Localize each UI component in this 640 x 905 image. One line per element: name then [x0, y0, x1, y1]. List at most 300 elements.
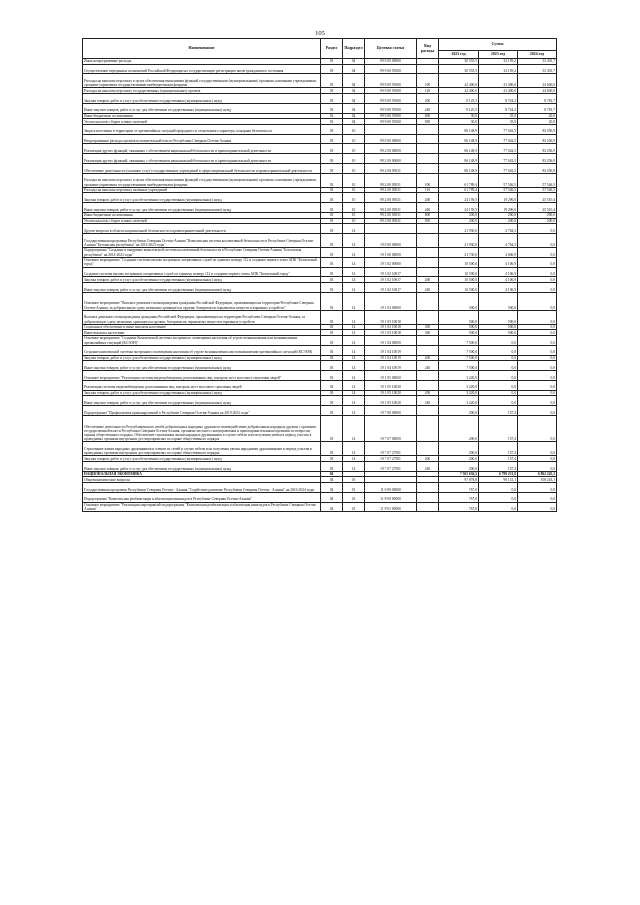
table-row — [83, 247, 557, 257]
row-sum-2023: 10 500,0 — [439, 277, 479, 283]
row-sum-2024: 0,0 — [518, 396, 557, 406]
row-razdel: 03 — [321, 310, 343, 324]
header-name: Наименование — [83, 39, 321, 59]
row-sum-2023b: 19 296,0 — [479, 203, 518, 213]
row-podrazdel: 14 — [343, 371, 365, 381]
row-sum-2023: 61 789,4 — [439, 173, 479, 187]
row-celevaya-statya: 11 Р 01 00000 — [365, 502, 417, 512]
row-razdel: 04 — [321, 492, 343, 502]
row-vid-rashoda — [417, 406, 439, 416]
row-vid-rashoda: 110 — [417, 187, 439, 193]
row-sum-2023b: 200,0 — [479, 218, 518, 224]
row-sum-2023: 7 500,0 — [439, 355, 479, 361]
row-vid-rashoda — [417, 345, 439, 355]
row-podrazdel: 10 — [343, 203, 365, 213]
row-name: Общеэкономические вопросы — [83, 477, 321, 483]
row-podrazdel: 14 — [343, 267, 365, 277]
row-razdel: 03 — [321, 336, 343, 346]
row-razdel: 03 — [321, 64, 343, 74]
row-vid-rashoda: 240 — [417, 282, 439, 292]
row-razdel: 03 — [321, 224, 343, 234]
row-razdel: 03 — [321, 59, 343, 65]
row-name: Иные бюджетные ассигнования — [83, 113, 321, 119]
row-sum-2023b: 0,0 — [479, 345, 518, 355]
row-razdel: 04 — [321, 502, 343, 512]
row-podrazdel: 14 — [343, 406, 365, 416]
row-podrazdel: 14 — [343, 462, 365, 472]
row-sum-2023: 767,0 — [439, 502, 479, 512]
row-sum-2023: 30 555,5 — [439, 59, 479, 65]
table-row — [83, 406, 557, 416]
table-row — [83, 462, 557, 472]
row-sum-2023b: 77 042,5 — [479, 154, 518, 164]
row-name: Уплата налогов, сборов и иных платежей — [83, 218, 321, 224]
row-sum-2023b: 57 546,5 — [479, 173, 518, 187]
row-sum-2023: 22 400,0 — [439, 74, 479, 88]
table-row — [83, 396, 557, 406]
row-name: Иные закупки товаров, работ и услуг для обеспечения государственных (муниципальных) нужд — [83, 203, 321, 213]
row-podrazdel: 10 — [343, 134, 365, 144]
row-sum-2023b: 0,0 — [479, 355, 518, 361]
row-sum-2023: 8 125,5 — [439, 93, 479, 103]
row-sum-2023b: 4 106,9 — [479, 267, 518, 277]
row-vid-rashoda — [417, 371, 439, 381]
row-sum-2024: 0,0 — [518, 233, 557, 247]
header-2024: 2024 год — [518, 51, 557, 59]
row-name: Обеспечение деятельности (оказание услуг) государственных учреждений в сфере национальной безопасности и правоохранительной деятельности — [83, 163, 321, 173]
table-row — [83, 502, 557, 512]
row-name: Подпрограмма "Комплексная реабилитация и абилитация инвалидов в Республике Северная Осетия-Алания" — [83, 492, 321, 502]
row-sum-2023b: 77 042,5 — [479, 163, 518, 173]
row-razdel: 03 — [321, 154, 343, 164]
row-name: Государственная программа Республики Северная Осетия-Алания "Комплексная система коллективной безопасности в Республике Северная Осетия-Алания "Безопасная республика" на 2014-2023 годы" — [83, 233, 321, 247]
row-sum-2023b: 4 606,9 — [479, 247, 518, 257]
row-sum-2023: 86 148,9 — [439, 163, 479, 173]
row-celevaya-statya: 99 9 00 59300 — [365, 103, 417, 113]
row-sum-2024: 83 256,9 — [518, 124, 557, 134]
row-celevaya-statya: 99 2 00 05031 — [365, 203, 417, 213]
row-razdel: 03 — [321, 355, 343, 361]
row-podrazdel: 10 — [343, 124, 365, 134]
row-vid-rashoda: 240 — [417, 103, 439, 113]
row-podrazdel: 14 — [343, 345, 365, 355]
row-name: Закупка товаров, работ и услуг для обеспечения государственных (муниципальных) нужд — [83, 390, 321, 396]
row-sum-2024: 0,0 — [518, 456, 557, 462]
budget-table-container — [82, 38, 556, 512]
row-sum-2024: 0,0 — [518, 390, 557, 396]
row-sum-2023: 22 400,0 — [439, 88, 479, 94]
table-row — [83, 336, 557, 346]
row-sum-2023b: 500,0 — [479, 310, 518, 324]
row-sum-2024: 57 546,5 — [518, 173, 557, 187]
row-podrazdel: 10 — [343, 212, 365, 218]
row-sum-2024: 0,0 — [518, 292, 557, 310]
row-sum-2023b: 23 400,0 — [479, 74, 518, 88]
row-razdel: 03 — [321, 406, 343, 416]
row-sum-2023: 30,0 — [439, 119, 479, 125]
row-vid-rashoda — [417, 292, 439, 310]
row-sum-2024: 0,0 — [518, 442, 557, 456]
row-podrazdel: 14 — [343, 442, 365, 456]
row-sum-2023b: 0,0 — [479, 502, 518, 512]
row-celevaya-statya: 19 1 05 00000 — [365, 371, 417, 381]
row-sum-2023b: 200,0 — [479, 212, 518, 218]
row-name: Создание системы вызова экстренных оперативных служб по единому номеру 112 и создание первого этапа АПК "Безопасный город" — [83, 267, 321, 277]
row-name: Иные закупки товаров, работ и услуг для обеспечения государственных (муниципальных) нужд — [83, 361, 321, 371]
row-name: Уплата налогов, сборов и иных платежей — [83, 119, 321, 125]
row-podrazdel: 10 — [343, 187, 365, 193]
row-sum-2023b: 32 159,2 — [479, 59, 518, 65]
row-sum-2024: 20,0 — [518, 119, 557, 125]
row-razdel: 03 — [321, 257, 343, 267]
row-celevaya-statya: 19 7 07 27581 — [365, 442, 417, 456]
row-podrazdel: 04 — [343, 59, 365, 65]
row-sum-2023: 200,0 — [439, 442, 479, 456]
row-vid-rashoda — [417, 163, 439, 173]
row-podrazdel: 14 — [343, 396, 365, 406]
table-row — [83, 64, 557, 74]
row-name: Создание комплексной системы экстренного оповещения населения об угрозе возникновения или возникновении чрезвычайных ситуаций (КСЭОН) — [83, 345, 321, 355]
row-vid-rashoda: 300 — [417, 324, 439, 330]
table-row — [83, 144, 557, 154]
row-sum-2024: 25 510,4 — [518, 203, 557, 213]
row-name: Государственная программа Республики Северная Осетия - Алания "Содействие развитию Республики Северная Осетия - Алания" на 2016-2024 годы — [83, 483, 321, 493]
table-row — [83, 267, 557, 277]
row-podrazdel: 14 — [343, 380, 365, 390]
row-celevaya-statya: 19 1 03 10018 — [365, 324, 417, 330]
table-row — [83, 154, 557, 164]
row-vid-rashoda: 120 — [417, 88, 439, 94]
row-sum-2023b: 8 724,2 — [479, 93, 518, 103]
row-vid-rashoda — [417, 247, 439, 257]
row-sum-2023: 200,0 — [439, 415, 479, 442]
row-name: Выплата денежного вознаграждения гражданам Российской Федерации, проживающим на территории Республики Северная Осетия-Алания, за добровольную сдачу незаконно хранящегося оружия, боеприпасов, взрывчатых веществ и взрывных устройств — [83, 310, 321, 324]
row-vid-rashoda — [417, 442, 439, 456]
row-name: Расходы на выплаты персоналу в целях обеспечения выполнения функций государственными (муниципальными) органами, казенными учреждениями, органами управления государственными внебюджетными фондами — [83, 173, 321, 187]
row-sum-2024: 0,0 — [518, 462, 557, 472]
row-razdel: 03 — [321, 442, 343, 456]
row-sum-2023: 86 148,9 — [439, 154, 479, 164]
row-razdel: 03 — [321, 396, 343, 406]
row-podrazdel: 14 — [343, 361, 365, 371]
row-sum-2023b: 35,0 — [479, 119, 518, 125]
row-name: Основное мероприятие "Создание Комплексной системы экстренного оповещения населения об угрозе возникновения или возникновении чрезвычайных ситуаций (КСЭОН)" — [83, 336, 321, 346]
row-razdel: 03 — [321, 124, 343, 134]
row-celevaya-statya: 11 0 00 00000 — [365, 483, 417, 493]
row-sum-2023: 61 789,4 — [439, 187, 479, 193]
table-row — [83, 103, 557, 113]
row-podrazdel: 14 — [343, 456, 365, 462]
row-podrazdel: 14 — [343, 257, 365, 267]
row-vid-rashoda — [417, 415, 439, 442]
row-sum-2024: 0,0 — [518, 310, 557, 324]
row-celevaya-statya: 19 1 03 10018 — [365, 330, 417, 336]
row-vid-rashoda: 240 — [417, 361, 439, 371]
row-celevaya-statya: 19 1 00 00000 — [365, 247, 417, 257]
row-sum-2023: 500,0 — [439, 324, 479, 330]
row-razdel: 03 — [321, 462, 343, 472]
row-sum-2024: 33 401,7 — [518, 59, 557, 65]
table-row — [83, 163, 557, 173]
row-sum-2023b: 4 764,3 — [479, 233, 518, 247]
row-sum-2024: 57 546,5 — [518, 187, 557, 193]
row-razdel: 03 — [321, 74, 343, 88]
row-sum-2023b: 0,0 — [479, 483, 518, 493]
row-podrazdel: 10 — [343, 173, 365, 187]
row-celevaya-statya — [365, 124, 417, 134]
row-podrazdel: 04 — [343, 64, 365, 74]
row-podrazdel: 14 — [343, 415, 365, 442]
row-celevaya-statya: 19 0 00 00000 — [365, 233, 417, 247]
row-celevaya-statya: 99 9 00 59300 — [365, 119, 417, 125]
table-row — [83, 380, 557, 390]
row-name: Защита населения и территории от чрезвычайных ситуаций природного и техногенного характера, пожарная безопасность — [83, 124, 321, 134]
row-podrazdel: 10 — [343, 163, 365, 173]
row-podrazdel: 14 — [343, 310, 365, 324]
row-podrazdel: 01 — [343, 477, 365, 483]
row-sum-2023b: 98 131,1 — [479, 477, 518, 483]
row-sum-2024: 83 256,9 — [518, 144, 557, 154]
row-sum-2023: 21 930,0 — [439, 233, 479, 247]
row-vid-rashoda — [417, 483, 439, 493]
row-celevaya-statya: 99 9 00 59300 — [365, 64, 417, 74]
row-name: Закупка товаров, работ и услуг для обеспечения государственных (муниципальных) нужд — [83, 355, 321, 361]
row-name: Основное мероприятие "Реализация мероприятий подпрограммы "Комплексная реабилитация и абилитация инвалидов в Республике Северная Осетия-Алания" — [83, 502, 321, 512]
row-podrazdel: 04 — [343, 113, 365, 119]
row-sum-2023: 24 159,5 — [439, 193, 479, 203]
row-sum-2023: 3 220,0 — [439, 396, 479, 406]
row-vid-rashoda — [417, 257, 439, 267]
row-celevaya-statya: 99 0 00 00000 — [365, 134, 417, 144]
row-sum-2024: 0,0 — [518, 247, 557, 257]
header-2023: 2023 год — [439, 51, 479, 59]
row-vid-rashoda — [417, 233, 439, 247]
table-row — [83, 257, 557, 267]
row-name: Иные закупки товаров, работ и услуг для обеспечения государственных (муниципальных) нужд — [83, 103, 321, 113]
row-name: Другие вопросы в области национальной безопасности и правоохранительной деятельности — [83, 224, 321, 234]
header-2023b: 2023 год — [479, 51, 518, 59]
table-row — [83, 93, 557, 103]
row-vid-rashoda: 100 — [417, 173, 439, 187]
row-razdel: 03 — [321, 113, 343, 119]
table-row — [83, 173, 557, 187]
row-celevaya-statya: 11 Р 00 00000 — [365, 492, 417, 502]
table-row — [83, 203, 557, 213]
row-vid-rashoda: 200 — [417, 355, 439, 361]
row-sum-2023: 7 500,0 — [439, 361, 479, 371]
row-podrazdel: 10 — [343, 193, 365, 203]
header-vid: Вид расхода — [417, 39, 439, 59]
table-row — [83, 193, 557, 203]
row-vid-rashoda: 800 — [417, 212, 439, 218]
row-celevaya-statya: 19 1 03 00000 — [365, 292, 417, 310]
row-celevaya-statya: 99 9 00 59300 — [365, 113, 417, 119]
row-sum-2024: 20,0 — [518, 113, 557, 119]
row-sum-2023: 7 500,0 — [439, 336, 479, 346]
row-name: Социальное обеспечение и иные выплаты населению — [83, 324, 321, 330]
row-sum-2024: 0,0 — [518, 355, 557, 361]
header-summa: Сумма — [439, 39, 557, 51]
row-razdel: 04 — [321, 477, 343, 483]
row-sum-2023b: 0,0 — [479, 361, 518, 371]
row-sum-2023: 86 148,9 — [439, 124, 479, 134]
row-sum-2023b: 6 799 231,0 — [479, 471, 518, 477]
row-celevaya-statya: 19 1 03 10018 — [365, 310, 417, 324]
row-sum-2024: 6 862 245,2 — [518, 471, 557, 477]
table-row — [83, 233, 557, 247]
row-name: Обеспечение деятельности Республиканского штаба добровольных народных дружин по взаимодействию добровольных народных дружин с органами государственной власти Республики Северная Осетия-Алания, органами местного самоуправления и правоохранительными органами по вопросам охраны общественного порядка. Обеспечение страхования жизни народных дружинников в случае гибели или получения увечья в период участия в проводимых органами внутренних дел мероприятиях по охране общественного порядка — [83, 415, 321, 442]
row-razdel: 03 — [321, 193, 343, 203]
table-row — [83, 442, 557, 456]
row-sum-2023b: 57 546,5 — [479, 187, 518, 193]
row-podrazdel: 04 — [343, 74, 365, 88]
row-celevaya-statya: 19 7 00 00000 — [365, 406, 417, 416]
row-razdel: 03 — [321, 390, 343, 396]
row-sum-2024: 0,0 — [518, 415, 557, 442]
row-celevaya-statya: 99 2 00 05031 — [365, 187, 417, 193]
row-sum-2023b: 157,4 — [479, 415, 518, 442]
row-sum-2023b: 0,0 — [479, 390, 518, 396]
row-name: Закупка товаров, работ и услуг для обеспечения государственных (муниципальных) нужд — [83, 93, 321, 103]
row-podrazdel: 14 — [343, 282, 365, 292]
row-name: Закупка товаров, работ и услуг для обеспечения государственных (муниципальных) нужд — [83, 456, 321, 462]
header-celevaya: Целевая статья — [365, 39, 417, 59]
row-sum-2024: 0,0 — [518, 371, 557, 381]
table-row — [83, 282, 557, 292]
row-podrazdel: 01 — [343, 502, 365, 512]
row-sum-2024: 0,0 — [518, 282, 557, 292]
row-razdel: 03 — [321, 103, 343, 113]
row-vid-rashoda: 850 — [417, 119, 439, 125]
row-razdel: 03 — [321, 93, 343, 103]
row-celevaya-statya: 99 2 00 00000 — [365, 154, 417, 164]
row-name: Иные бюджетные ассигнования — [83, 212, 321, 218]
row-vid-rashoda: 360 — [417, 330, 439, 336]
row-podrazdel: 14 — [343, 292, 365, 310]
row-sum-2023: 500,0 — [439, 292, 479, 310]
row-celevaya-statya: 19 7 07 27581 — [365, 462, 417, 472]
row-razdel: 03 — [321, 163, 343, 173]
row-name: Подпрограмма "Создание и внедрение комплексной системы коллективной безопасности в Республике Северная Осетия-Алания "Безопасная республика" на 2014-2023 годы" — [83, 247, 321, 257]
row-razdel: 03 — [321, 267, 343, 277]
row-name: Осуществление переданных полномочий Российской Федерации на государственную регистрацию актов гражданского состояния — [83, 64, 321, 74]
row-sum-2023b: 77 042,5 — [479, 144, 518, 154]
row-vid-rashoda: 200 — [417, 390, 439, 396]
row-sum-2023: 10 500,0 — [439, 267, 479, 277]
table-row — [83, 483, 557, 493]
row-celevaya-statya: 99 2 00 00000 — [365, 144, 417, 154]
row-sum-2023b: 32 159,2 — [479, 64, 518, 74]
row-sum-2023b: 23 400,0 — [479, 88, 518, 94]
row-sum-2023b: 157,4 — [479, 406, 518, 416]
row-name: Основное мероприятие "Реализация системы видеонаблюдения, распознавания лиц, контроль мест массового скопления людей" — [83, 371, 321, 381]
row-celevaya-statya: 19 7 07 00000 — [365, 415, 417, 442]
row-vid-rashoda — [417, 310, 439, 324]
row-razdel: 03 — [321, 187, 343, 193]
row-sum-2023: 200,0 — [439, 456, 479, 462]
row-vid-rashoda: 240 — [417, 396, 439, 406]
row-sum-2024: 0,0 — [518, 257, 557, 267]
row-razdel: 03 — [321, 371, 343, 381]
row-sum-2023b: 19 296,0 — [479, 193, 518, 203]
row-vid-rashoda — [417, 492, 439, 502]
row-vid-rashoda: 200 — [417, 193, 439, 203]
row-celevaya-statya: 99 9 00 59300 — [365, 93, 417, 103]
row-sum-2024: 0,0 — [518, 502, 557, 512]
row-razdel: 03 — [321, 144, 343, 154]
row-vid-rashoda — [417, 502, 439, 512]
row-podrazdel: 04 — [343, 119, 365, 125]
table-row — [83, 292, 557, 310]
row-sum-2024: 0,0 — [518, 345, 557, 355]
row-name: Реализация системы видеонаблюдения, распознавания лиц, контроль мест массового скопления людей — [83, 380, 321, 390]
row-name: Подпрограмма "Профилактика правонарушений в Республике Северная Осетия-Алания на 2019-2023 годы" — [83, 406, 321, 416]
row-name: Реализация других функций, связанных с обеспечением национальной безопасности и правоохранительной деятельности — [83, 144, 321, 154]
row-vid-rashoda: 200 — [417, 456, 439, 462]
row-razdel: 03 — [321, 88, 343, 94]
row-sum-2024: 0,0 — [518, 324, 557, 330]
row-name: Расходы на выплаты персоналу в целях обеспечения выполнения функций государственными (муниципальными) органами, казенными учреждениями, органами управления государственными внебюджетными фондами — [83, 74, 321, 88]
row-vid-rashoda: 800 — [417, 113, 439, 119]
row-vid-rashoda — [417, 336, 439, 346]
row-sum-2024: 24 600,0 — [518, 88, 557, 94]
row-sum-2024: 8 781,7 — [518, 93, 557, 103]
table-row — [83, 492, 557, 502]
row-razdel: 03 — [321, 119, 343, 125]
row-sum-2023b: 157,4 — [479, 442, 518, 456]
row-sum-2024: 200,0 — [518, 218, 557, 224]
row-celevaya-statya: 99 2 00 05031 — [365, 163, 417, 173]
row-vid-rashoda — [417, 224, 439, 234]
row-sum-2023: 3 220,0 — [439, 390, 479, 396]
row-sum-2023b: 0,0 — [479, 396, 518, 406]
row-celevaya-statya: 99 9 00 00000 — [365, 59, 417, 65]
row-sum-2024: 83 256,9 — [518, 134, 557, 144]
row-vid-rashoda: 240 — [417, 462, 439, 472]
row-razdel: 03 — [321, 218, 343, 224]
row-razdel: 03 — [321, 203, 343, 213]
row-podrazdel: 10 — [343, 144, 365, 154]
row-vid-rashoda: 100 — [417, 74, 439, 88]
header-razdel: Раздел — [321, 39, 343, 59]
row-celevaya-statya: 19 1 04 10019 — [365, 355, 417, 361]
row-celevaya-statya: 99 2 00 05031 — [365, 212, 417, 218]
row-sum-2023b: 0,0 — [479, 336, 518, 346]
row-podrazdel: 14 — [343, 233, 365, 247]
row-podrazdel: 14 — [343, 224, 365, 234]
row-sum-2024: 0,0 — [518, 492, 557, 502]
row-sum-2023: 10 500,0 — [439, 282, 479, 292]
row-sum-2023b: 4 106,9 — [479, 277, 518, 283]
row-sum-2024: 25 510,4 — [518, 193, 557, 203]
row-sum-2024: 200,0 — [518, 212, 557, 218]
row-sum-2024: 0,0 — [518, 267, 557, 277]
row-vid-rashoda — [417, 124, 439, 134]
row-celevaya-statya: 99 2 00 05031 — [365, 173, 417, 187]
row-podrazdel: 14 — [343, 390, 365, 396]
row-sum-2023: 7 500,0 — [439, 345, 479, 355]
row-sum-2024: 0,0 — [518, 277, 557, 283]
row-name: Страхование жизни народных дружинников и членов их семей в случае гибели или получения увечья народными дружинниками в период участия в проводимых органами внутренних дел мероприятиях по охране общественного порядка — [83, 442, 321, 456]
row-sum-2023: 86 148,9 — [439, 144, 479, 154]
row-vid-rashoda — [417, 134, 439, 144]
row-vid-rashoda: 850 — [417, 218, 439, 224]
row-name: Расходы на выплаты персоналу государственных (муниципальных) органов — [83, 88, 321, 94]
row-name: Иные выплаты населению — [83, 330, 321, 336]
row-vid-rashoda — [417, 64, 439, 74]
row-sum-2023: 86 148,9 — [439, 134, 479, 144]
row-celevaya-statya: 19 1 04 10019 — [365, 345, 417, 355]
